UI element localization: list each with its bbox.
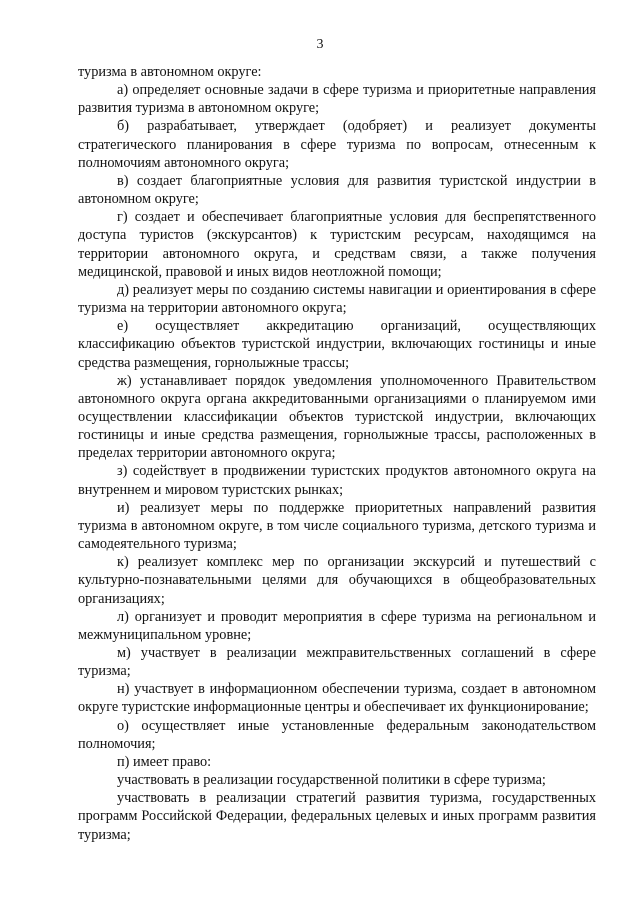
paragraph-item-n: н) участвует в информационном обеспечении туризма, создает в автономном округе туристские информационные центры и обеспечивает их функционирование; [78,681,596,716]
paragraph-item-g: г) создает и обеспечивает благоприятные условия для беспрепятственного доступа туристов (экскурсантов) к туристским ресурсам, находящимся на территории автономного округа, и средствам связи, а также получения медицинской, правовой и иных видов неотложной помощи; [78,209,596,280]
paragraph-subitem-2: участвовать в реализации стратегий развития туризма, государственных программ Российской Федерации, федеральных целевых и иных программ развития туризма; [78,790,596,843]
paragraph-item-b: б) разрабатывает, утверждает (одобряет) и реализует документы стратегического планирования в сфере туризма по вопросам, отнесенным к полномочиям автономного округа; [78,118,596,171]
paragraph-subitem-1: участвовать в реализации государственной политики в сфере туризма; [117,772,546,789]
paragraph-continuation: туризма в автономном округе: [78,64,262,80]
page-number: 3 [316,37,324,52]
paragraph-item-i: и) реализует меры по поддержке приоритетных направлений развития туризма в автономном округе, в том числе социального туризма, детского туризма и самодеятельного туризма; [78,499,596,553]
paragraph-item-m: м) участвует в реализации межправительственных соглашений в сфере туризма; [78,645,596,680]
paragraph-item-k: к) реализует комплекс мер по организации экскурсий и путешествий с культурно-познавательными целями для обучающихся в общеобразовательных организациях; [78,554,596,607]
paragraph-item-d: д) реализует меры по созданию системы навигации и ориентирования в сфере туризма на территории автономного округа; [78,281,596,317]
paragraph-item-a: а) определяет основные задачи в сфере туризма и приоритетные направления развития туризма в автономном округе; [78,82,596,117]
paragraph-item-o: о) осуществляет иные установленные федеральным законодательством полномочия; [78,717,596,752]
paragraph-item-p: п) имеет право: [117,753,212,770]
paragraph-item-l: л) организует и проводит мероприятия в сфере туризма на региональном и межмуниципальном уровне; [78,608,596,643]
document-body [78,63,596,844]
paragraph-item-z: з) содействует в продвижении туристских продуктов автономного округа на внутреннем и мировом туристских рынках; [78,463,596,498]
paragraph-item-v: в) создает благоприятные условия для развития туристской индустрии в автономном округе; [78,172,596,208]
paragraph-item-e: е) осуществляет аккредитацию организаций, осуществляющих классификацию объектов туристской индустрии, включающих гостиницы и иные средства размещения, горнолыжные трассы; [78,318,596,371]
paragraph-item-zh: ж) устанавливает порядок уведомления уполномоченного Правительством автономного округа органа аккредитованными организациями о планируемом ими осуществлении классификации объектов туристской индустрии, включающих гостиницы и иные средства размещения, горнолыжные трассы, расположенных в пределах территории автономного округа; [78,372,596,462]
